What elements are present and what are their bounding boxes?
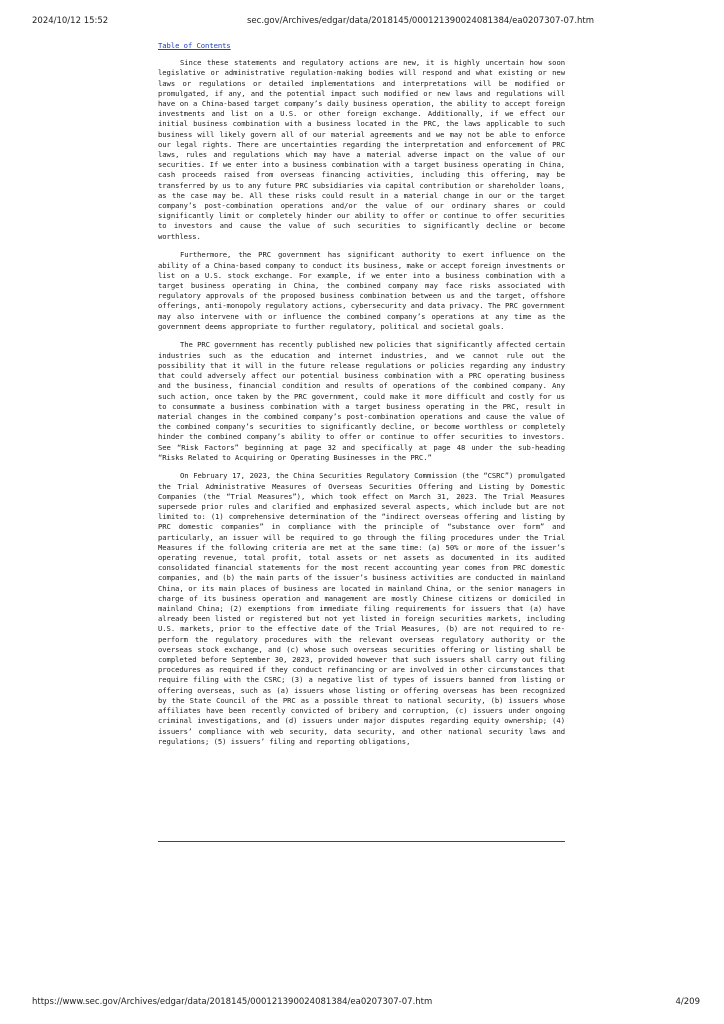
paragraph-regulatory-uncertainty: Since these statements and regulatory actions are new, it is highly uncertain how soon legislative or administrative regulation-making bodies will respond and what existing or new laws or regulations or detailed implementations and interpretations will be modified or promulgated, if any, and the potential impact such modified or new laws and regulations will have on a China-based target company’s daily business operation, the ability to accept foreign investments and list on a U.S. or other foreign exchange. Additionally, if we effect our initial business combination with a business located in the PRC, the laws applicable to such business will likely govern all of our material agreements and we may not be able to enforce our legal rights. There are uncertainties regarding the interpretation and enforcement of PRC laws, rules and regulations which may have a material adverse impact on the value of our securities. If we enter into a business combination with a target business operating in China, cash proceeds raised from overseas financing activities, including this offering, may be transferred by us to any future PRC subsidiaries via capital contribution or shareholder loans, as the case may be. All these risks could result in a material change in our or the target company’s post-combination operations and/or the value of our ordinary shares or could significantly limit or completely hinder our ability to offer or continue to offer securities to investors and cause the value of such securities to significantly decline or become worthless. [158,58,565,241]
print-page-title: sec.gov/Archives/edgar/data/2018145/000121390024081384/ea0207307-07.htm [247,16,595,26]
paragraph-trial-measures: On February 17, 2023, the China Securities Regulatory Commission (the “CSRC”) promulgated the Trial Administrative Measures of Overseas Securities Offering and Listing by Domestic Companies (the “Trial Measures”), which took effect on March 31, 2023. The Trial Measures supersede prior rules and clarified and emphasized several aspects, which include but are not limited to: (1) comprehensive determination of the “indirect overseas offering and listing by PRC domestic companies” in compliance with the principle of “substance over form” and particularly, an issuer will be required to go through the filing procedures under the Trial Measures if the following criteria are met at the same time: (a) 50% or more of the issuer’s operating revenue, total profit, total assets or net assets as documented in its audited consolidated financial statements for the most recent accounting year comes from PRC domestic companies, and (b) the main parts of the issuer’s business activities are conducted in mainland China, or its main places of business are located in mainland China, or the senior managers in charge of its business operation and management are mostly Chinese citizens or domiciled in mainland China; (2) exemptions from immediate filing requirements for issuers that (a) have already been listed or registered but not yet listed in foreign securities markets, including U.S. markets, prior to the effective date of the Trial Measures, (b) are not required to re-perform the regulatory procedures with the relevant overseas regulatory authority or the overseas stock exchange, and (c) whose such overseas securities offering or listing shall be completed before September 30, 2023, provided however that such issuers shall carry out filing procedures as required if they conduct refinancing or are involved in other circumstances that require filing with the CSRC; (3) a negative list of types of issuers banned from listing or offering overseas, such as (a) issuers whose listing or offering overseas has been recognized by the State Council of the PRC as a possible threat to national security, (b) issuers whose affiliates have been recently convicted of bribery and corruption, (c) issuers under ongoing criminal investigations, and (d) issuers under major disputes regarding equity ownership; (4) issuers’ compliance with web security, data security, and other national security laws and regulations; (5) issuers’ filing and reporting obligations, [158,471,565,746]
document-body [158,41,565,755]
browser-print-footer [32,997,700,1007]
paragraph-prc-authority: Furthermore, the PRC government has significant authority to exert influence on the ability of a China-based company to conduct its business, make or accept foreign investments or list on a U.S. stock exchange. For example, if we enter into a business combination with a target business operating in China, the combined company may face risks associated with regulatory approvals of the proposed business combination between us and the target, offshore offerings, anti-monopoly regulatory actions, cybersecurity and data privacy. The PRC government may also intervene with or influence the combined company’s operations at any time as the government deems appropriate to further regulatory, political and societal goals. [158,250,565,331]
print-footer-url: https://www.sec.gov/Archives/edgar/data/2018145/000121390024081384/ea0207307-07.htm [32,997,433,1007]
table-of-contents-link[interactable]: Table of Contents [158,41,231,50]
page-divider [158,841,565,842]
paragraph-new-policies: The PRC government has recently published new policies that significantly affected certain industries such as the education and internet industries, and we cannot rule out the possibility that it will in the future release regulations or policies regarding any industry that could adversely affect our potential business combination with a PRC operating business and the business, financial condition and results of operations of the combined company. Any such action, once taken by the PRC government, could make it more difficult and costly for us to consummate a business combination with a target business operating in the PRC, result in material changes in the combined company’s post-combination operations and cause the value of the combined company’s securities to significantly decline, or become worthless or completely hinder the combined company’s ability to offer or continue to offer securities to investors. See “Risk Factors” beginning at page 32 and specifically at page 48 under the sub-heading “Risks Related to Acquiring or Operating Businesses in the PRC.” [158,340,565,462]
print-page-counter: 4/209 [675,997,700,1007]
browser-print-header [32,16,692,26]
print-datetime: 2024/10/12 15:52 [32,16,109,26]
